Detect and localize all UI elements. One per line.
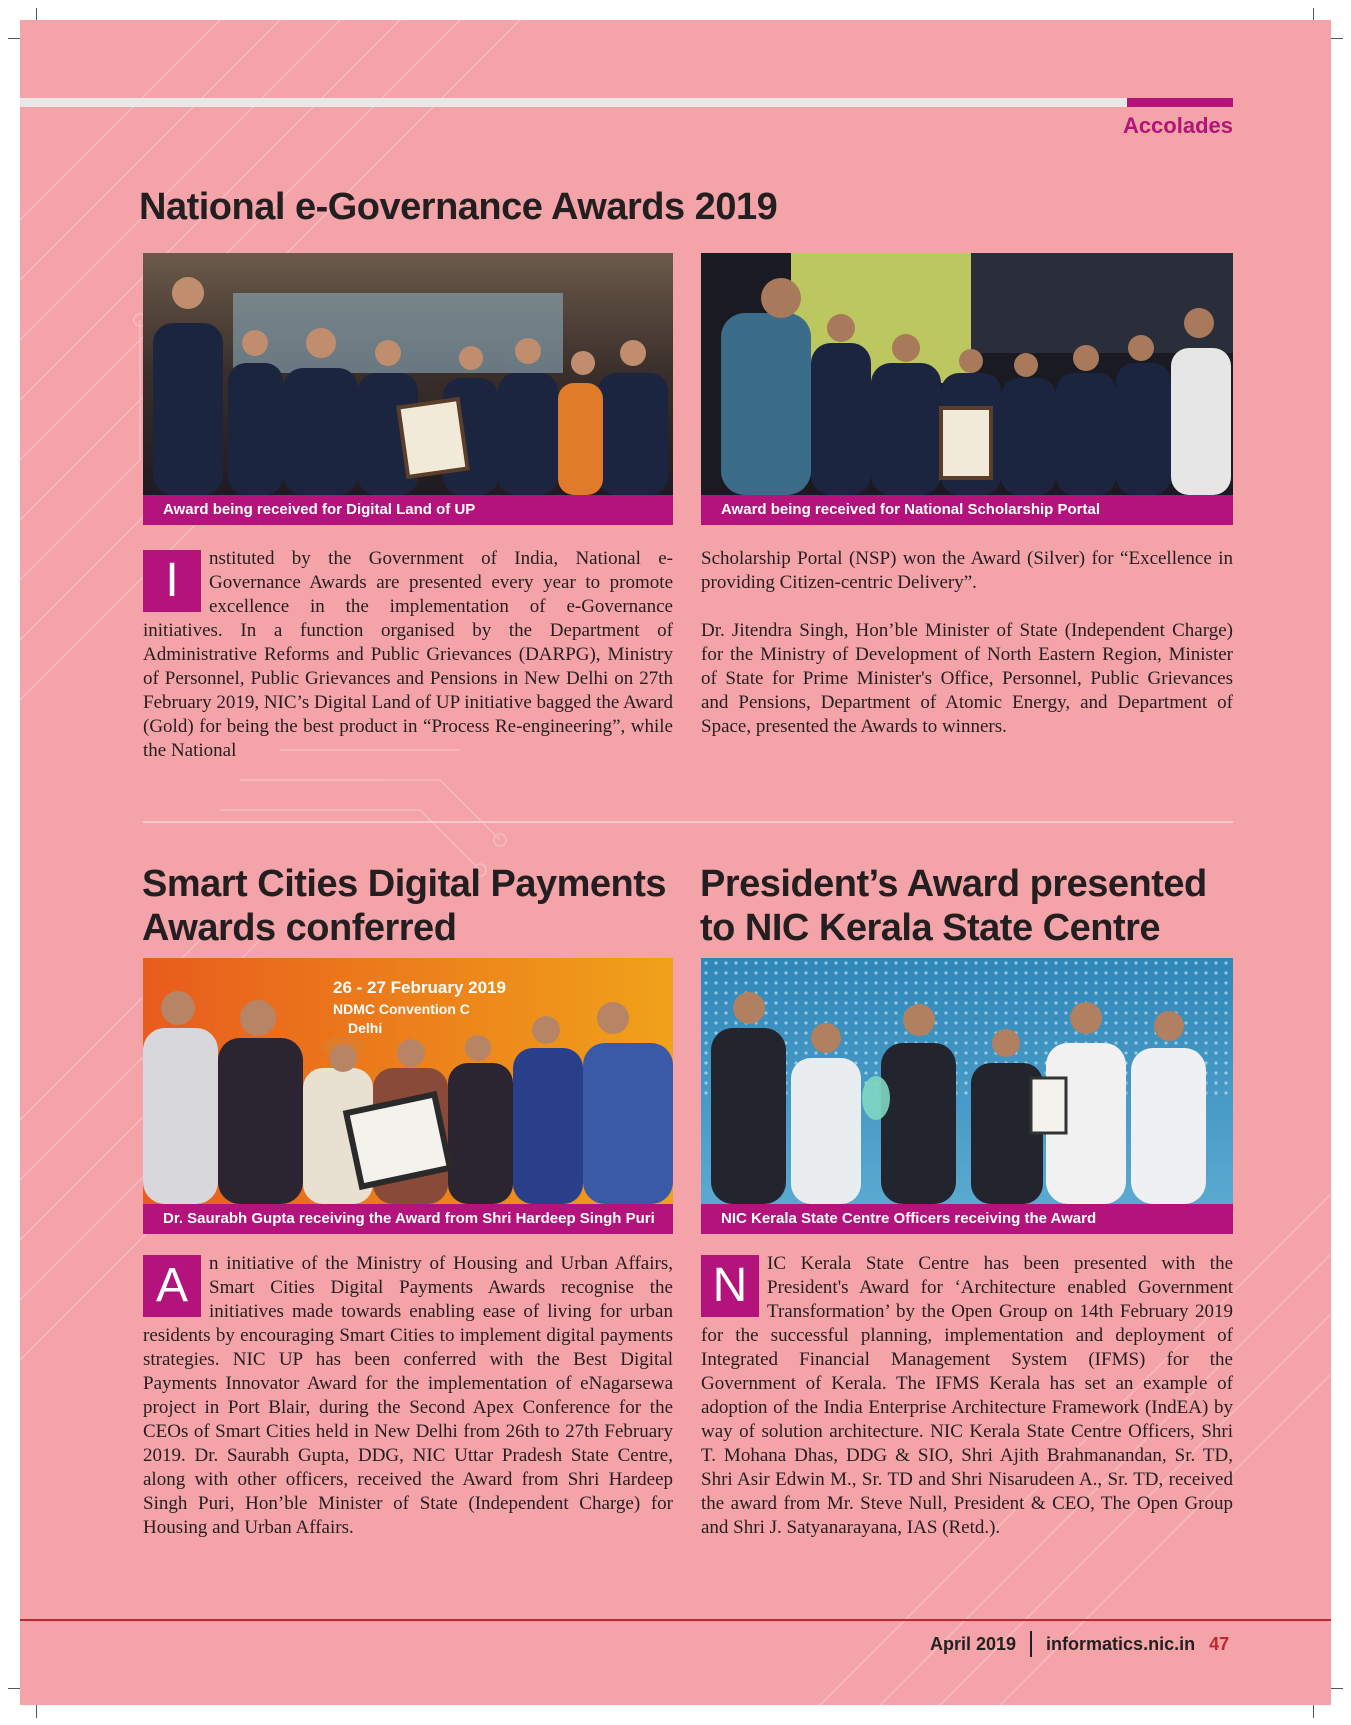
drop-cap: N — [701, 1255, 759, 1317]
article-body-column-2 — [701, 547, 1233, 763]
footer-separator — [1030, 1631, 1032, 1657]
banner-city-text: Delhi — [348, 1020, 383, 1036]
section-divider — [143, 821, 1233, 823]
page-number: 47 — [1209, 1633, 1230, 1654]
drop-cap: I — [143, 550, 201, 612]
photo-caption: Dr. Saurabh Gupta receiving the Award from Shri Hardeep Singh Puri — [143, 1204, 673, 1234]
page-footer — [930, 1631, 1229, 1657]
header-rule — [20, 98, 1127, 107]
section-label: Accolades — [1122, 113, 1233, 138]
footer-date: April 2019 — [930, 1633, 1017, 1654]
article-paragraph: Dr. Jitendra Singh, Hon’ble Minister of State (Independent Charge) for the Ministry of Development of North Eastern Region, Minister of State for Prime Minister's Office, Personnel, Public Grievances and Pensions, Department of Atomic Energy, and Department of Space, presented the Awards to winners. — [701, 620, 1233, 737]
drop-cap: A — [143, 1255, 201, 1317]
banner-venue-text: NDMC Convention C — [333, 1001, 470, 1017]
article-title-presidents-award: President’s Award presented to NIC Kerala State Centre — [700, 863, 1207, 949]
banner-date-text: 26 - 27 February 2019 — [333, 978, 506, 997]
article-body-smart-cities — [143, 1252, 673, 1540]
article-text: nstituted by the Government of India, National e-Governance Awards are presented every year to promote excellence in the implementation of e-Governance initiatives. In a function organised by the Department of Administrative Reforms and Public Grievances (DARPG), Ministry of Personnel, Public Grievances and Pensions in New Delhi on 27th February 2019, NIC’s Digital Land of UP initiative bagged the Award (Gold) for being the best product in “Process Re-engineering”, while the National — [143, 548, 673, 761]
article-text: n initiative of the Ministry of Housing and Urban Affairs, Smart Cities Digital Payments Awards recognise the initiatives made towards enabling ease of living for urban residents by encouraging Smart Cities to implement digital payments strategies. NIC UP has been conferred with the Best Digital Payments Innovator Award for the implementation of eNagarsewa project in Port Blair, during the Second Apex Conference for the CEOs of Smart Cities held in New Delhi from 26th to 27th February 2019. Dr. Saurabh Gupta, DDG, NIC Uttar Pradesh State Centre, along with other officers, received the Award from Shri Hardeep Singh Puri, Hon’ble Minister of State (Independent Charge) for Housing and Urban Affairs. — [143, 1253, 673, 1538]
photo-national-scholarship-portal — [701, 253, 1233, 495]
footer-website: informatics.nic.in — [1046, 1633, 1196, 1654]
article-text: IC Kerala State Centre has been presented with the President's Award for ‘Architecture enabled Government Transformation’ by the Open Group on 14th February 2019 for the successful planning, implementation and deployment of Integrated Financial Management System (IFMS) for the Government of Kerala. The IFMS Kerala has set an example of adoption of the India Enterprise Architecture Framework (IndEA) by way of solution architecture. NIC Kerala State Centre Officers, Shri T. Mohana Dhas, DDG & SIO, Shri Ajith Brahmanandan, Sr. TD, Shri Asir Edwin M., Sr. TD and Shri Nisarudeen A., Sr. TD, received the award from Mr. Steve Null, President & CEO, The Open Group and Shri J. Satyanarayana, IAS (Retd.). — [701, 1253, 1233, 1538]
article-paragraph: Scholarship Portal (NSP) won the Award (Silver) for “Excellence in providing Citizen-centric Delivery”. — [701, 548, 1233, 593]
photo-nic-kerala-award — [701, 958, 1233, 1204]
photo-caption: NIC Kerala State Centre Officers receiving the Award — [701, 1204, 1233, 1234]
photo-smart-cities-award — [143, 958, 673, 1204]
photo-caption: Award being received for Digital Land of UP — [143, 495, 673, 525]
article-body-presidents-award — [701, 1252, 1233, 1540]
header-accent-bar — [1127, 98, 1233, 107]
article-title-national-egovernance: National e-Governance Awards 2019 — [139, 186, 778, 228]
footer-rule — [20, 1619, 1331, 1621]
article-title-smart-cities: Smart Cities Digital Payments Awards conferred — [142, 863, 667, 949]
photo-digital-land-up — [143, 253, 673, 495]
photo-caption: Award being received for National Scholarship Portal — [701, 495, 1233, 525]
article-body-column-1 — [143, 547, 673, 763]
